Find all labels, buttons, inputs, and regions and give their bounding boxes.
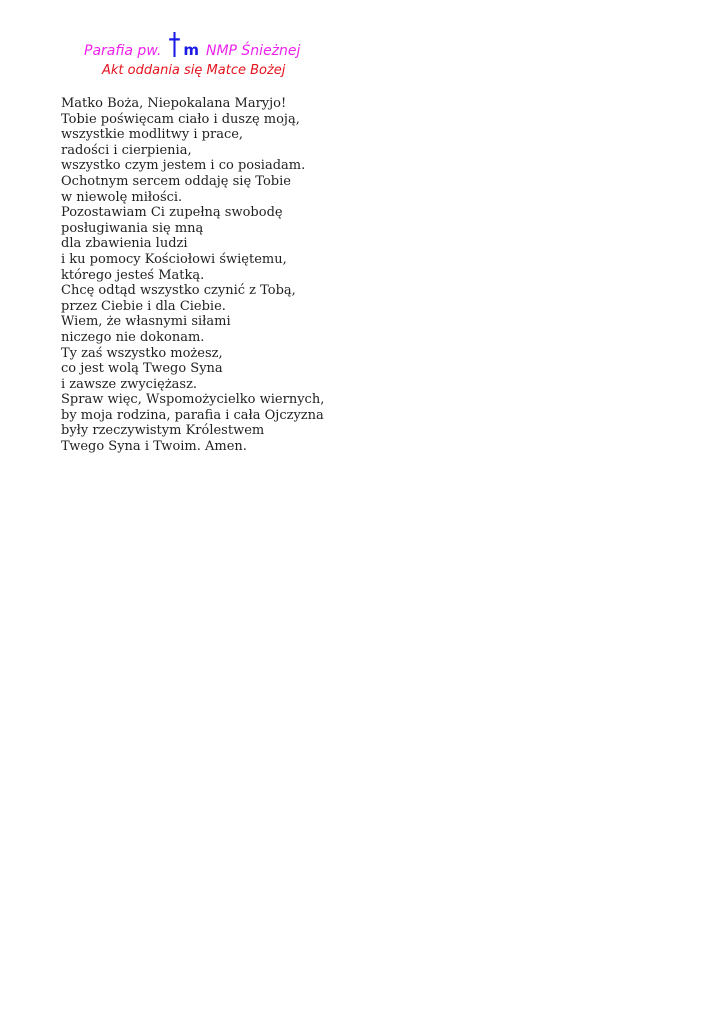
prayer-text bbox=[61, 96, 361, 455]
parish-logo-icon bbox=[167, 27, 199, 62]
prayer-line: którego jesteś Matką. bbox=[61, 267, 205, 283]
prayer-line: by moja rodzina, parafia i cała Ojczyzna bbox=[61, 407, 324, 423]
parish-logo-letter: m bbox=[183, 41, 199, 59]
prayer-line: Twego Syna i Twoim. Amen. bbox=[61, 439, 247, 455]
prayer-line: Tobie poświęcam ciało i duszę moją, bbox=[61, 111, 300, 127]
prayer-line: wszystkie modlitwy i prace, bbox=[61, 127, 244, 143]
prayer-line: były rzeczywistym Królestwem bbox=[61, 423, 265, 439]
prayer-line: Ty zaś wszystko możesz, bbox=[61, 345, 223, 361]
prayer-line: wszystko czym jestem i co posiadam. bbox=[61, 158, 306, 174]
prayer-line: Chcę odtąd wszystko czynić z Tobą, bbox=[61, 283, 296, 299]
prayer-line: co jest wolą Twego Syna bbox=[61, 361, 223, 377]
prayer-line: dla zbawienia ludzi bbox=[61, 236, 188, 252]
prayer-line: w niewolę miłości. bbox=[61, 189, 183, 205]
prayer-line: posługiwania się mną bbox=[61, 220, 204, 236]
prayer-line: Spraw więc, Wspomożycielko wiernych, bbox=[61, 392, 325, 408]
parish-title-prefix: Parafia pw. bbox=[84, 43, 162, 59]
prayer-line: przez Ciebie i dla Ciebie. bbox=[61, 298, 226, 314]
prayer-line: Pozostawiam Ci zupełną swobodę bbox=[61, 205, 283, 221]
parish-title-suffix: NMP Śnieżnej bbox=[205, 43, 301, 59]
parish-title bbox=[84, 27, 314, 62]
prayer-line: Ochotnym sercem oddaję się Tobie bbox=[61, 173, 291, 189]
prayer-line: Wiem, że własnymi siłami bbox=[61, 314, 231, 330]
prayer-line: radości i cierpienia, bbox=[61, 142, 192, 158]
prayer-title: Akt oddania się Matce Bożej bbox=[102, 63, 286, 78]
document-header bbox=[84, 27, 314, 78]
cross-icon: † bbox=[168, 27, 181, 62]
prayer-line: i zawsze zwyciężasz. bbox=[61, 376, 198, 392]
prayer-line: Matko Boża, Niepokalana Maryjo! bbox=[61, 96, 287, 111]
prayer-line: niczego nie dokonam. bbox=[61, 329, 205, 345]
prayer-line: i ku pomocy Kościołowi świętemu, bbox=[61, 251, 287, 267]
